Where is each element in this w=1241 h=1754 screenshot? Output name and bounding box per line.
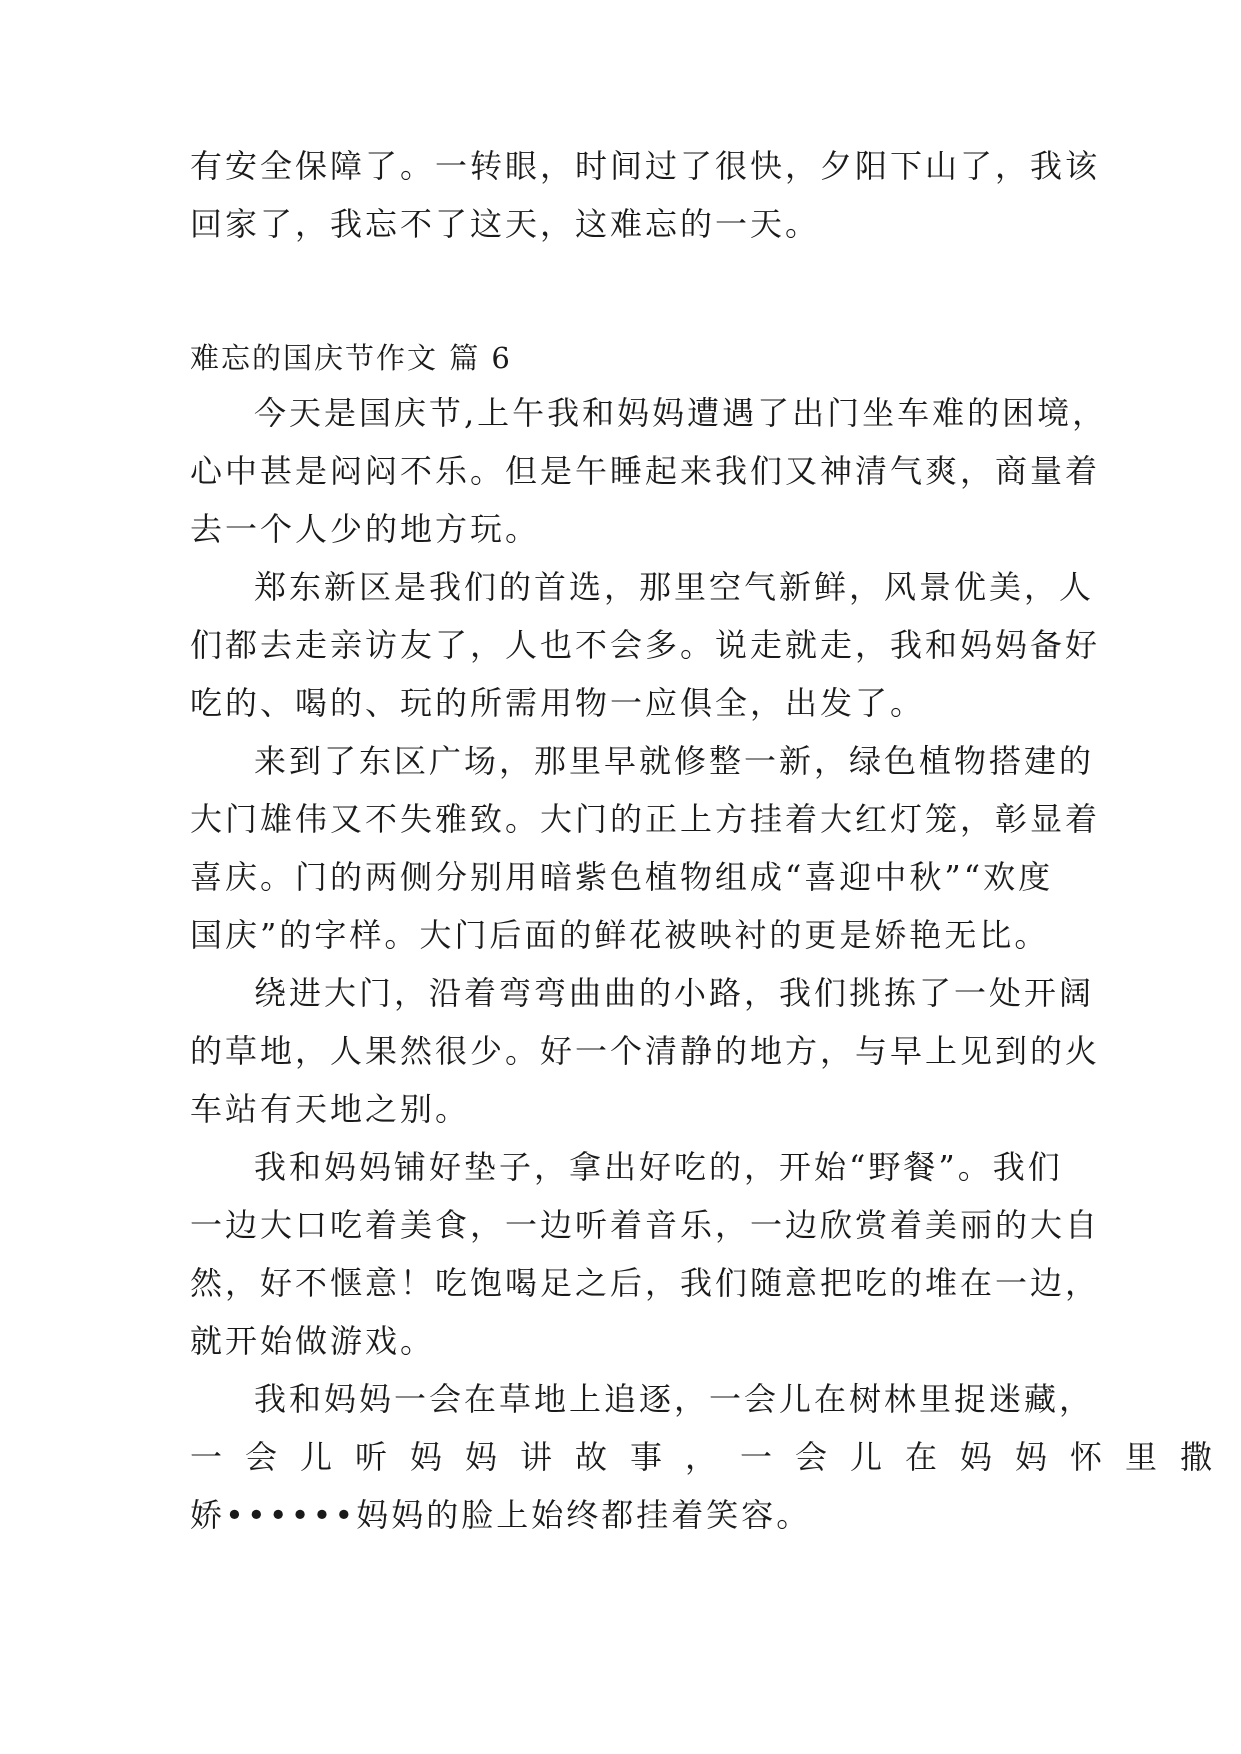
- paragraph-line: 然，好不惬意！吃饱喝足之后，我们随意把吃的堆在一边，: [190, 1264, 1101, 1302]
- paragraph-line: 就开始做游戏。: [190, 1322, 436, 1360]
- paragraph-line: 车站有天地之别。: [190, 1090, 471, 1128]
- paragraph-line: 我和妈妈一会在草地上追逐，一会儿在树林里捉迷藏，: [254, 1380, 1095, 1418]
- paragraph-line: 吃的、喝的、玩的所需用物一应俱全，出发了。: [190, 684, 926, 722]
- paragraph-line: 今天是国庆节,上午我和妈妈遭遇了出门坐车难的困境，: [254, 394, 1108, 432]
- paragraph-line: 国庆”的字样。大门后面的鲜花被映衬的更是娇艳无比。: [190, 916, 1050, 954]
- paragraph-line: 喜庆。门的两侧分别用暗紫色植物组成“喜迎中秋”“欢度: [190, 858, 1054, 896]
- paragraph-line: 有安全保障了。一转眼，时间过了很快，夕阳下山了，我该: [190, 147, 1101, 185]
- paragraph-line: 们都去走亲访友了，人也不会多。说走就走，我和妈妈备好: [190, 626, 1101, 664]
- paragraph-line: 一会儿听妈妈讲故事，一会儿在妈妈怀里撒: [190, 1438, 1236, 1476]
- paragraph-line: 绕进大门，沿着弯弯曲曲的小路，我们挑拣了一处开阔: [254, 974, 1095, 1012]
- paragraph-line: 大门雄伟又不失雅致。大门的正上方挂着大红灯笼，彰显着: [190, 800, 1101, 838]
- paragraph-line: 心中甚是闷闷不乐。但是午睡起来我们又神清气爽，商量着: [190, 452, 1101, 490]
- paragraph-line: 我和妈妈铺好垫子，拿出好吃的，开始“野餐”。我们: [254, 1148, 1063, 1186]
- paragraph-line: 去一个人少的地方玩。: [190, 510, 541, 548]
- paragraph-line: 娇••••••妈妈的脸上始终都挂着笑容。: [190, 1496, 812, 1534]
- paragraph-line: 一边大口吃着美食，一边听着音乐，一边欣赏着美丽的大自: [190, 1206, 1101, 1244]
- paragraph-line: 郑东新区是我们的首选，那里空气新鲜，风景优美，人: [254, 568, 1095, 606]
- section-title: 难忘的国庆节作文 篇 6: [190, 341, 512, 375]
- paragraph-line: 的草地，人果然很少。好一个清静的地方，与早上见到的火: [190, 1032, 1101, 1070]
- paragraph-line: 来到了东区广场，那里早就修整一新，绿色植物搭建的: [254, 742, 1095, 780]
- paragraph-line: 回家了，我忘不了这天，这难忘的一天。: [190, 205, 821, 243]
